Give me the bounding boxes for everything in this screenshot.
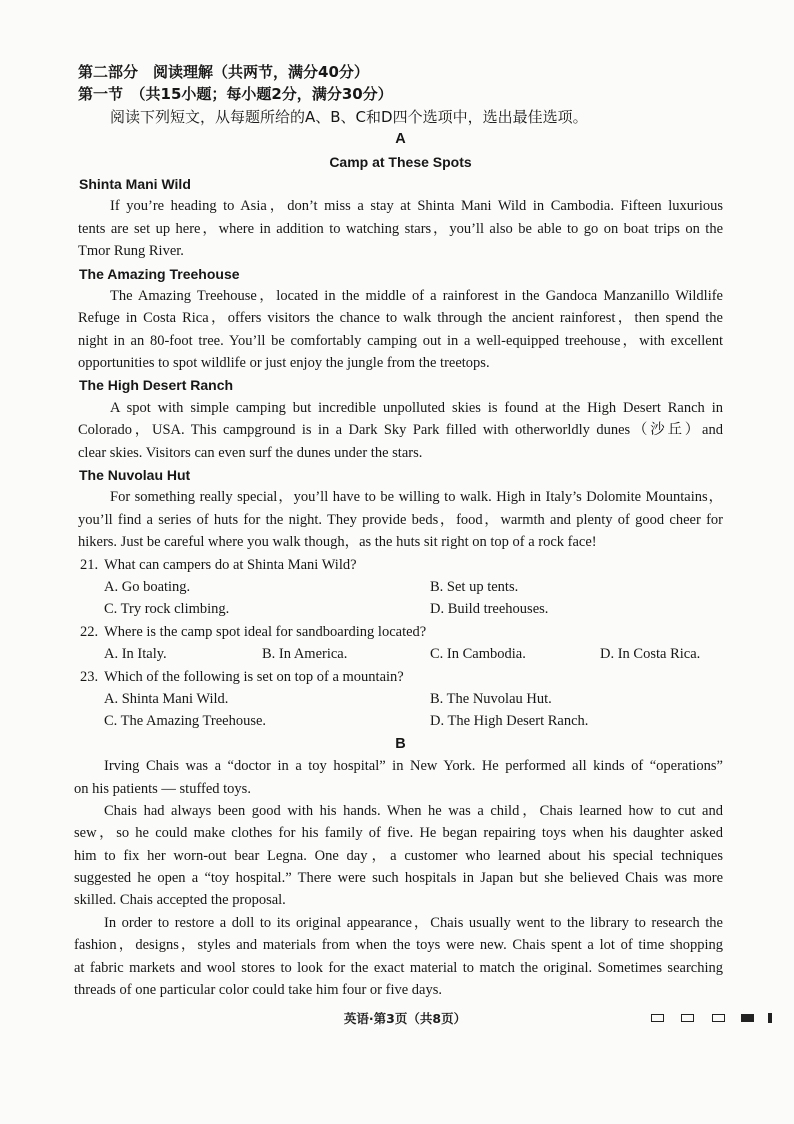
text-line: on his patients — stuffed toys. xyxy=(74,780,251,797)
option-a: A. In Italy. xyxy=(104,646,167,663)
question-number: 21. xyxy=(80,556,99,573)
passage-b-paragraph-3 xyxy=(74,912,723,1002)
question-22 xyxy=(78,621,723,666)
option-d: D. The High Desert Ranch. xyxy=(430,713,589,730)
text-line: clear skies. Visitors can even surf the dunes under the stars. xyxy=(78,444,423,461)
text-line: skilled. Chais accepted the proposal. xyxy=(74,892,286,909)
text-line: suggested he open a “toy hospital.” There were such hospitals in Japan but she believed Chais was more xyxy=(74,870,723,887)
text-line: hikers. Just be careful where you walk though，as the huts sit right on top of a rock face! xyxy=(78,534,597,551)
option-b: B. Set up tents. xyxy=(430,578,519,595)
print-mark-filled xyxy=(741,1014,754,1022)
spot-heading: The Nuvolau Hut xyxy=(79,467,191,484)
text-line: Chais had always been good with his hands. When he was a child，Chais learned how to cut and xyxy=(104,802,723,819)
text-line: opportunities to spot wildlife or just enjoy the jungle from the treetops. xyxy=(78,355,490,372)
text-line: you’ll find a series of huts for the night. They provide beds，food，warmth and plenty of good cheer for xyxy=(78,511,723,528)
options-row xyxy=(78,710,723,732)
text-line: threads of one particular color could take him four or five days. xyxy=(74,982,443,999)
print-mark-box-3 xyxy=(712,1014,725,1022)
passage-b-paragraph-2 xyxy=(74,800,723,912)
spot-shinta-mani-wild xyxy=(78,173,723,263)
option-a: A. Shinta Mani Wild. xyxy=(104,690,229,707)
option-a: A. Go boating. xyxy=(104,578,191,595)
text-line: For something really special，you’ll have to be willing to walk. High in Italy’s Dolomite Mountains， xyxy=(110,489,723,506)
spot-heading: Shinta Mani Wild xyxy=(79,175,191,192)
option-c: C. In Cambodia. xyxy=(430,646,526,663)
text-line: sew，so he could make clothes for his family of five. He began repairing toys when his daughter asked xyxy=(74,825,723,842)
question-line xyxy=(78,666,723,688)
question-stem: What can campers do at Shinta Mani Wild? xyxy=(104,556,357,573)
text-line: Refuge in Costa Rica，offers visitors the chance to walk through the ancient rainforest，then spend the xyxy=(78,310,723,327)
option-c: C. Try rock climbing. xyxy=(104,601,230,618)
text-line: Tmor Rung River. xyxy=(78,243,184,260)
spot-heading: The Amazing Treehouse xyxy=(79,265,240,282)
section-title: 第一节 （共15小题；每小题2分，满分30分） xyxy=(78,85,393,104)
text-line: A spot with simple camping but incredible unpolluted skies is found at the High Desert Ranch in xyxy=(110,399,723,416)
text-line: night in an 80-foot tree. You’ll be comfortably camping out in a well-equipped treehouse，with excellent xyxy=(78,332,723,349)
passage-a-title: Camp at These Spots xyxy=(329,153,472,170)
passage-b-paragraph-1 xyxy=(74,755,723,800)
option-d: D. In Costa Rica. xyxy=(600,646,701,663)
text-line: fashion，designs，styles and materials from when the toys were new. Chais spent a lot of time shopping xyxy=(74,937,723,954)
question-23 xyxy=(78,666,723,733)
spot-high-desert-ranch xyxy=(78,374,723,464)
question-line xyxy=(78,554,723,576)
print-mark-box-1 xyxy=(651,1014,664,1022)
spot-heading: The High Desert Ranch xyxy=(79,377,234,394)
spot-nuvolau-hut xyxy=(78,464,723,554)
options-row xyxy=(78,576,723,598)
question-number: 23. xyxy=(80,668,99,685)
passage-b-label: B xyxy=(395,735,406,752)
option-d: D. Build treehouses. xyxy=(430,601,549,618)
question-21 xyxy=(78,554,723,621)
text-line: Colorado，USA. This campground is in a Dark Sky Park filled with otherworldly dunes（沙丘）and xyxy=(78,422,723,439)
options-row xyxy=(78,688,723,710)
option-b: B. In America. xyxy=(262,646,348,663)
option-b: B. The Nuvolau Hut. xyxy=(430,690,552,707)
text-line: If you’re heading to Asia，don’t miss a stay at Shinta Mani Wild in Cambodia. Fifteen luxurious xyxy=(110,198,723,215)
text-line: him to fix her worn-out bear Legna. One day，a customer who learned about his special techniques xyxy=(74,847,723,864)
question-line xyxy=(78,621,723,643)
spot-amazing-treehouse xyxy=(78,263,723,375)
options-row xyxy=(78,643,723,665)
option-c: C. The Amazing Treehouse. xyxy=(104,713,267,730)
question-stem: Which of the following is set on top of a mountain? xyxy=(104,668,404,685)
print-mark-bar xyxy=(768,1013,772,1023)
page-footer: 英语·第3页（共8页） xyxy=(343,1011,467,1026)
text-line: The Amazing Treehouse，located in the middle of a rainforest in the Gandoca Manzanillo Wildlife xyxy=(110,287,723,304)
instructions: 阅读下列短文，从每题所给的A、B、C和D四个选项中，选出最佳选项。 xyxy=(110,107,588,126)
print-mark-box-2 xyxy=(681,1014,694,1022)
text-line: Irving Chais was a “doctor in a toy hospital” in New York. He performed all kinds of “operations” xyxy=(104,758,723,775)
text-line: at fabric markets and wool stores to look for the exact material to match the original. Sometimes searching xyxy=(74,959,723,976)
part-title: 第二部分 阅读理解（共两节，满分40分） xyxy=(78,63,369,81)
question-number: 22. xyxy=(80,623,99,640)
page-content xyxy=(74,61,723,1001)
options-row xyxy=(78,598,723,620)
passage-a-label: A xyxy=(395,131,406,148)
question-stem: Where is the camp spot ideal for sandboarding located? xyxy=(104,623,427,640)
text-line: In order to restore a doll to its original appearance，Chais usually went to the library to research the xyxy=(104,914,723,931)
text-line: tents are set up here，where in addition to watching stars，you’ll also be able to go on boat trips on the xyxy=(78,220,723,237)
